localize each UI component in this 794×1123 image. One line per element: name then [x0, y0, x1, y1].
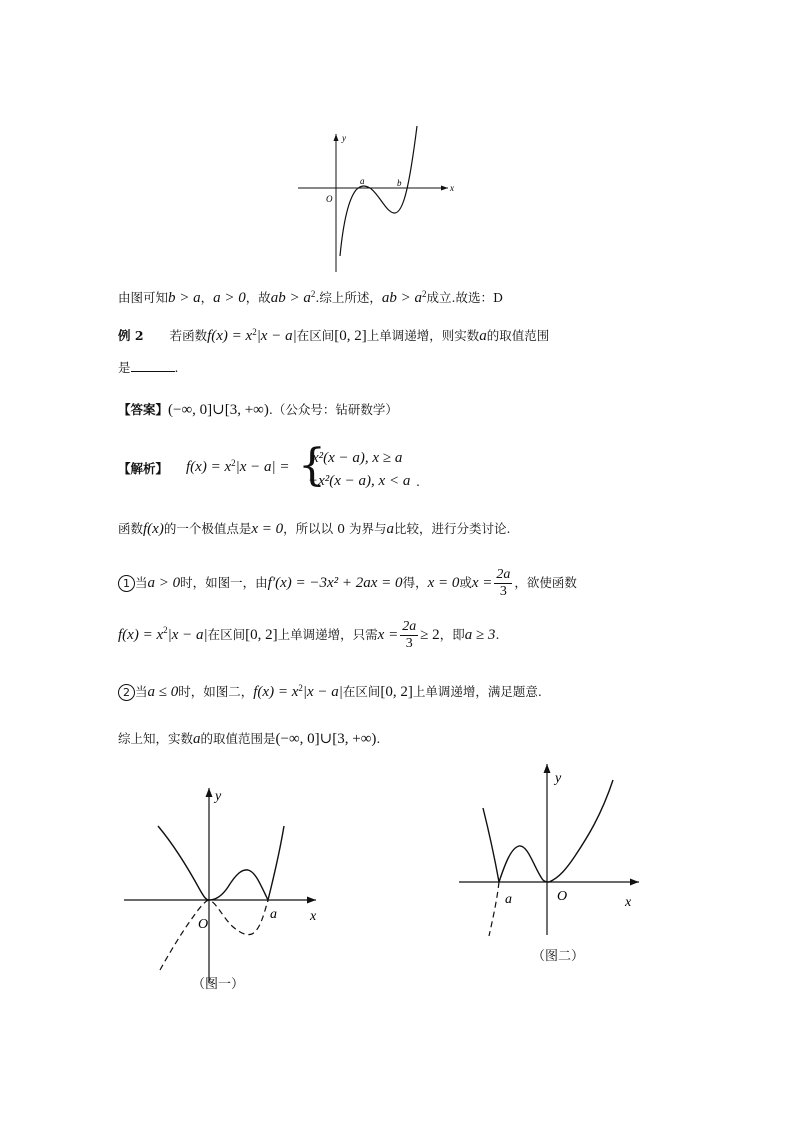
para2-frac-num: 2a — [496, 567, 511, 582]
para2-math-1: a > 0 — [147, 575, 181, 591]
fig1-x-arrow — [307, 897, 316, 904]
para2-text-2: 时，如图一，由 — [180, 575, 268, 591]
para2-math-2: f′(x) = −3x² + 2ax = 0 — [267, 575, 403, 591]
para1-text-2: 的一个极值点是 — [163, 521, 252, 536]
conclusion-sup-3: 2 — [310, 289, 316, 299]
para-condition — [118, 620, 499, 651]
para2-text-4: 或 — [459, 575, 472, 591]
para4-abs-2: |x − a| — [302, 684, 343, 700]
para1-text-4: 比较，进行分类讨论. — [394, 521, 511, 536]
fig1-label-x: x — [310, 909, 317, 924]
analysis-lhs-sup: 2 — [231, 458, 236, 468]
para4-text-3: 在区间 — [342, 684, 381, 700]
example-text-6: . — [174, 360, 179, 375]
para5-text-1: 综上知，实数 — [118, 731, 194, 746]
para5-math-2: (−∞, 0]∪[3, +∞) — [275, 731, 377, 747]
para1-math-3: a — [386, 521, 395, 537]
para1-math-2: x = 0 — [251, 521, 284, 537]
fig1-label-o: O — [198, 917, 209, 932]
para-extreme-point — [118, 522, 511, 537]
conclusion-math-1: b > a — [168, 290, 201, 307]
conclusion-text-3: ，故 — [245, 290, 271, 306]
para-summary — [118, 732, 380, 747]
para5-text-3: . — [376, 731, 381, 746]
top-y-arrow — [334, 134, 339, 141]
figure-1-graph — [118, 780, 338, 1000]
para3-frac-num: 2a — [402, 619, 417, 634]
para3-sup-1: 2 — [163, 625, 168, 635]
para3-fraction — [400, 620, 418, 651]
analysis-label-text: 【解析】 — [118, 461, 169, 476]
analysis-formula — [186, 459, 290, 475]
analysis-lhs: f(x) = x — [186, 459, 232, 476]
para5-text-2: 的取值范围是 — [200, 731, 276, 746]
fig1-label-y: y — [215, 789, 222, 804]
analysis-label — [118, 463, 168, 476]
fig2-solid-curve — [483, 780, 613, 882]
para4-text-4: 上单调递增，满足题意. — [412, 684, 542, 700]
para3-math-5: a ≥ 3 — [464, 627, 496, 643]
para1-math-1: f(x) — [143, 521, 164, 537]
top-cubic-curve — [340, 126, 417, 256]
analysis-lhs-abs: |x − a| = — [235, 459, 290, 476]
answer-note: .（公众号：钻研数学） — [268, 402, 398, 417]
para3-math-4: ≥ 2 — [420, 627, 440, 643]
top-label-x: x — [450, 183, 454, 193]
example-line-2 — [118, 361, 179, 375]
para3-text-3: ，即 — [439, 627, 465, 643]
para3-math-3: x = — [377, 627, 399, 643]
top-label-o: O — [326, 194, 333, 204]
para4-text-2: 时，如图二， — [178, 684, 254, 700]
para3-text-4: . — [495, 627, 500, 643]
fig1-solid-curve — [158, 826, 284, 900]
example-abs-1: |x − a| — [256, 328, 297, 345]
circle-number-2: 2 — [118, 684, 135, 701]
figure-2-graph — [455, 760, 655, 980]
para3-frac-den: 3 — [405, 636, 413, 651]
analysis-end: . — [416, 474, 420, 489]
example-text-3: 上单调递增，则实数 — [366, 328, 480, 344]
example-text-5: 是 — [118, 360, 131, 375]
para3-math-2: [0, 2] — [245, 627, 278, 643]
top-label-y: y — [342, 133, 346, 143]
para3-text-1: 在区间 — [207, 627, 246, 643]
fig2-label-o: O — [557, 889, 568, 904]
top-graph — [290, 120, 470, 280]
para2-math-4: x = — [471, 575, 493, 591]
analysis-brace: { — [298, 440, 326, 491]
para1-text-1: 函数 — [118, 521, 144, 536]
example-line — [118, 328, 549, 344]
fig2-dashed-curve — [489, 882, 499, 936]
para3-math-1: f(x) = x — [118, 627, 164, 643]
para3-text-2: 上单调递增，只需 — [277, 627, 378, 643]
conclusion-math-3: ab > a — [270, 290, 311, 307]
conclusion-text-1: 由图可知 — [118, 290, 169, 306]
conclusion-text-2: ， — [200, 290, 214, 306]
fig2-label-x: x — [625, 895, 632, 910]
conclusion-math-2: a > 0 — [213, 290, 246, 307]
answer-label: 【答案】 — [118, 402, 169, 417]
para4-text-1: 当 — [135, 684, 148, 700]
circle-number-1: 1 — [118, 575, 135, 592]
fig1-y-arrow — [206, 788, 213, 797]
example-math-2: [0, 2] — [334, 328, 367, 345]
para2-math-3: x = 0 — [427, 575, 460, 591]
para4-math-3: [0, 2] — [380, 684, 413, 700]
para2-fraction — [494, 568, 512, 599]
para3-abs-1: |x − a| — [167, 627, 208, 643]
conclusion-text-4: .综上所述， — [315, 290, 382, 306]
example-math-3: a — [479, 328, 487, 345]
example-text-1: 若函数 — [169, 328, 208, 344]
para2-text-1: 当 — [135, 575, 148, 591]
example-text-4: 的取值范围 — [486, 328, 550, 344]
example-text-2: 在区间 — [296, 328, 335, 344]
top-x-arrow — [441, 186, 448, 191]
fig2-label-y: y — [555, 771, 562, 786]
example-label: 例 2 — [118, 328, 144, 344]
analysis-case-1: x²(x − a), x ≥ a — [312, 450, 403, 466]
para4-math-1: a ≤ 0 — [147, 684, 179, 700]
fig2-y-arrow — [544, 764, 551, 773]
fig2-label-a: a — [505, 892, 512, 907]
figure-2-caption: （图二） — [532, 949, 585, 964]
conclusion-line — [118, 290, 503, 306]
fig1-dashed-curve — [160, 900, 268, 970]
answer-value: (−∞, 0]∪[3, +∞) — [168, 402, 269, 418]
top-label-b: b — [397, 178, 402, 188]
para4-sup-2: 2 — [298, 683, 303, 693]
fig1-label-a: a — [270, 907, 277, 922]
para-case-nonpositive — [118, 684, 542, 701]
example-sup-1: 2 — [252, 327, 257, 337]
para1-text-3: ，所以以 0 为界与 — [283, 521, 387, 536]
conclusion-math-4: ab > a — [381, 290, 423, 307]
para2-text-3: 得， — [402, 575, 428, 591]
para2-text-5: ，欲使函数 — [514, 575, 577, 591]
fig2-x-arrow — [630, 879, 639, 886]
top-label-a: a — [360, 176, 365, 186]
example-math-1: f(x) = x — [207, 328, 253, 345]
conclusion-text-5: 成立.故选：D — [426, 290, 504, 306]
figure-1-caption: （图一） — [192, 977, 245, 992]
para2-frac-den: 3 — [499, 584, 507, 599]
conclusion-sup-4: 2 — [422, 289, 427, 299]
para4-math-2: f(x) = x — [253, 684, 299, 700]
analysis-case-2: −x²(x − a), x < a — [308, 473, 411, 489]
answer-line — [118, 403, 398, 418]
answer-blank — [131, 361, 175, 372]
para-case-positive — [118, 568, 577, 599]
para5-math-1: a — [193, 731, 201, 747]
